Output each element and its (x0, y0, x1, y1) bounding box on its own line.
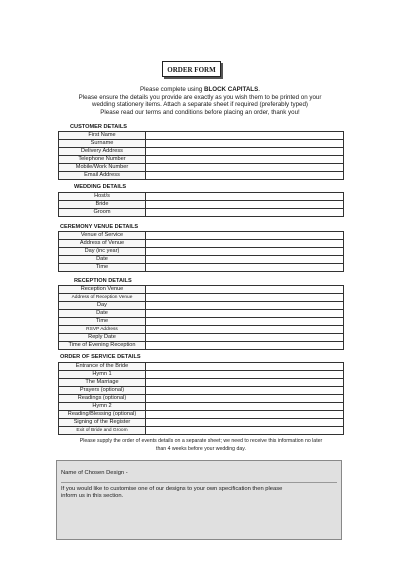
delivery-address-field[interactable] (146, 148, 344, 156)
ceremony-date-field[interactable] (146, 256, 344, 264)
form-row (59, 419, 344, 427)
customer-details-table (58, 131, 344, 180)
field-label: Time of Evening Reception (59, 342, 146, 350)
form-row (59, 140, 344, 148)
form-row (59, 264, 344, 272)
venue-of-service-field[interactable] (146, 232, 344, 240)
wedding-details-heading: WEDDING DETAILS (74, 184, 127, 190)
field-label: Entrance of the Bride (59, 363, 146, 371)
form-row (59, 334, 344, 342)
intro-line-1-suffix: . (258, 86, 260, 93)
chosen-design-label: Name of Chosen Design - (61, 470, 128, 476)
field-label: RSVP Address (59, 326, 146, 334)
form-title: ORDER FORM (162, 61, 221, 77)
customise-line-2: inform us in this section. (61, 493, 124, 500)
form-row (59, 240, 344, 248)
field-label: Day (inc year) (59, 248, 146, 256)
field-label: Date (59, 310, 146, 318)
intro-line-1 (56, 86, 344, 94)
field-label: Readings (optional) (59, 395, 146, 403)
reception-details-heading: RECEPTION DETAILS (74, 278, 132, 284)
field-label: Reply Date (59, 334, 146, 342)
field-label: Time (59, 318, 146, 326)
hymn-2-field[interactable] (146, 403, 344, 411)
form-row (59, 387, 344, 395)
reception-date-field[interactable] (146, 310, 344, 318)
form-row (59, 148, 344, 156)
form-row (59, 201, 344, 209)
field-label: Exit of Bride and Groom (59, 427, 146, 435)
form-row (59, 248, 344, 256)
readings-field[interactable] (146, 395, 344, 403)
intro-line-4: Please read our terms and conditions before placing an order, thank you! (100, 108, 300, 116)
note-line-1: Please supply the order of events details on a separate sheet; we need to receive this information no later (79, 438, 323, 444)
mobile-field[interactable] (146, 164, 344, 172)
form-row (59, 326, 344, 334)
form-row (59, 371, 344, 379)
form-row (59, 427, 344, 435)
hymn-1-field[interactable] (146, 371, 344, 379)
form-row (59, 342, 344, 350)
customise-line-1: If you would like to customise one of our designs to your own specification then please (61, 486, 283, 492)
field-label: The Marriage (59, 379, 146, 387)
field-label: Venue of Service (59, 232, 146, 240)
telephone-field[interactable] (146, 156, 344, 164)
form-row (59, 363, 344, 371)
field-label: Reading/Blessing (optional) (59, 411, 146, 419)
prayers-field[interactable] (146, 387, 344, 395)
form-row (59, 172, 344, 180)
form-row (59, 302, 344, 310)
field-label: Hymn 2 (59, 403, 146, 411)
form-row (59, 132, 344, 140)
entrance-of-bride-field[interactable] (146, 363, 344, 371)
form-row (59, 294, 344, 302)
field-label: Mobile/Work Number (59, 164, 146, 172)
ceremony-details-table (58, 231, 344, 272)
form-row (59, 193, 344, 201)
service-details-heading: ORDER OF SERVICE DETAILS (60, 354, 141, 360)
form-row (59, 156, 344, 164)
form-row (59, 164, 344, 172)
field-label: Email Address (59, 172, 146, 180)
ceremony-day-field[interactable] (146, 248, 344, 256)
reception-day-field[interactable] (146, 302, 344, 310)
rsvp-address-field[interactable] (146, 326, 344, 334)
reception-details-table (58, 285, 344, 350)
intro-text (56, 86, 344, 116)
chosen-design-box[interactable] (56, 460, 342, 540)
order-of-events-note (58, 438, 344, 453)
field-label: Delivery Address (59, 148, 146, 156)
field-label: Address of Venue (59, 240, 146, 248)
field-label: Time (59, 264, 146, 272)
form-row (59, 209, 344, 217)
address-of-venue-field[interactable] (146, 240, 344, 248)
form-row (59, 232, 344, 240)
form-row (59, 379, 344, 387)
reception-time-field[interactable] (146, 318, 344, 326)
field-label: Surname (59, 140, 146, 148)
surname-field[interactable] (146, 140, 344, 148)
exit-bride-groom-field[interactable] (146, 427, 344, 435)
note-line-2: than 4 weeks before your wedding day. (156, 445, 246, 452)
field-label: Reception Venue (59, 286, 146, 294)
intro-line-3: wedding stationery items. Attach a separate sheet if required (preferably typed) (92, 101, 308, 109)
reading-blessing-field[interactable] (146, 411, 344, 419)
field-label: Prayers (optional) (59, 387, 146, 395)
field-label: Date (59, 256, 146, 264)
field-label: Hymn 1 (59, 371, 146, 379)
form-row (59, 256, 344, 264)
customer-details-heading: CUSTOMER DETAILS (70, 124, 127, 130)
ceremony-details-heading: CEREMONY VENUE DETAILS (60, 224, 139, 230)
customise-text (61, 486, 331, 500)
reception-address-field[interactable] (146, 294, 344, 302)
bride-field[interactable] (146, 201, 344, 209)
email-field[interactable] (146, 172, 344, 180)
form-row (59, 318, 344, 326)
first-name-field[interactable] (146, 132, 344, 140)
form-row (59, 286, 344, 294)
field-label: Bride (59, 201, 146, 209)
form-row (59, 310, 344, 318)
intro-block-capitals: BLOCK CAPITALS (204, 86, 259, 93)
form-row (59, 411, 344, 419)
host-field[interactable] (146, 193, 344, 201)
wedding-details-table (58, 192, 344, 217)
reply-date-field[interactable] (146, 334, 344, 342)
field-label: Telephone Number (59, 156, 146, 164)
field-label: First Name (59, 132, 146, 140)
groom-field[interactable] (146, 209, 344, 217)
form-row (59, 403, 344, 411)
divider (61, 482, 337, 483)
service-details-table (58, 362, 344, 435)
the-marriage-field[interactable] (146, 379, 344, 387)
field-label: Host/s (59, 193, 146, 201)
field-label: Signing of the Register (59, 419, 146, 427)
evening-reception-time-field[interactable] (146, 342, 344, 350)
field-label: Day (59, 302, 146, 310)
intro-line-1-prefix: Please complete using (140, 86, 205, 93)
field-label: Groom (59, 209, 146, 217)
signing-register-field[interactable] (146, 419, 344, 427)
intro-line-2: Please ensure the details you provide are exactly as you wish them to be printed on your (78, 93, 322, 101)
form-row (59, 395, 344, 403)
ceremony-time-field[interactable] (146, 264, 344, 272)
reception-venue-field[interactable] (146, 286, 344, 294)
field-label: Address of Reception Venue (59, 294, 146, 302)
